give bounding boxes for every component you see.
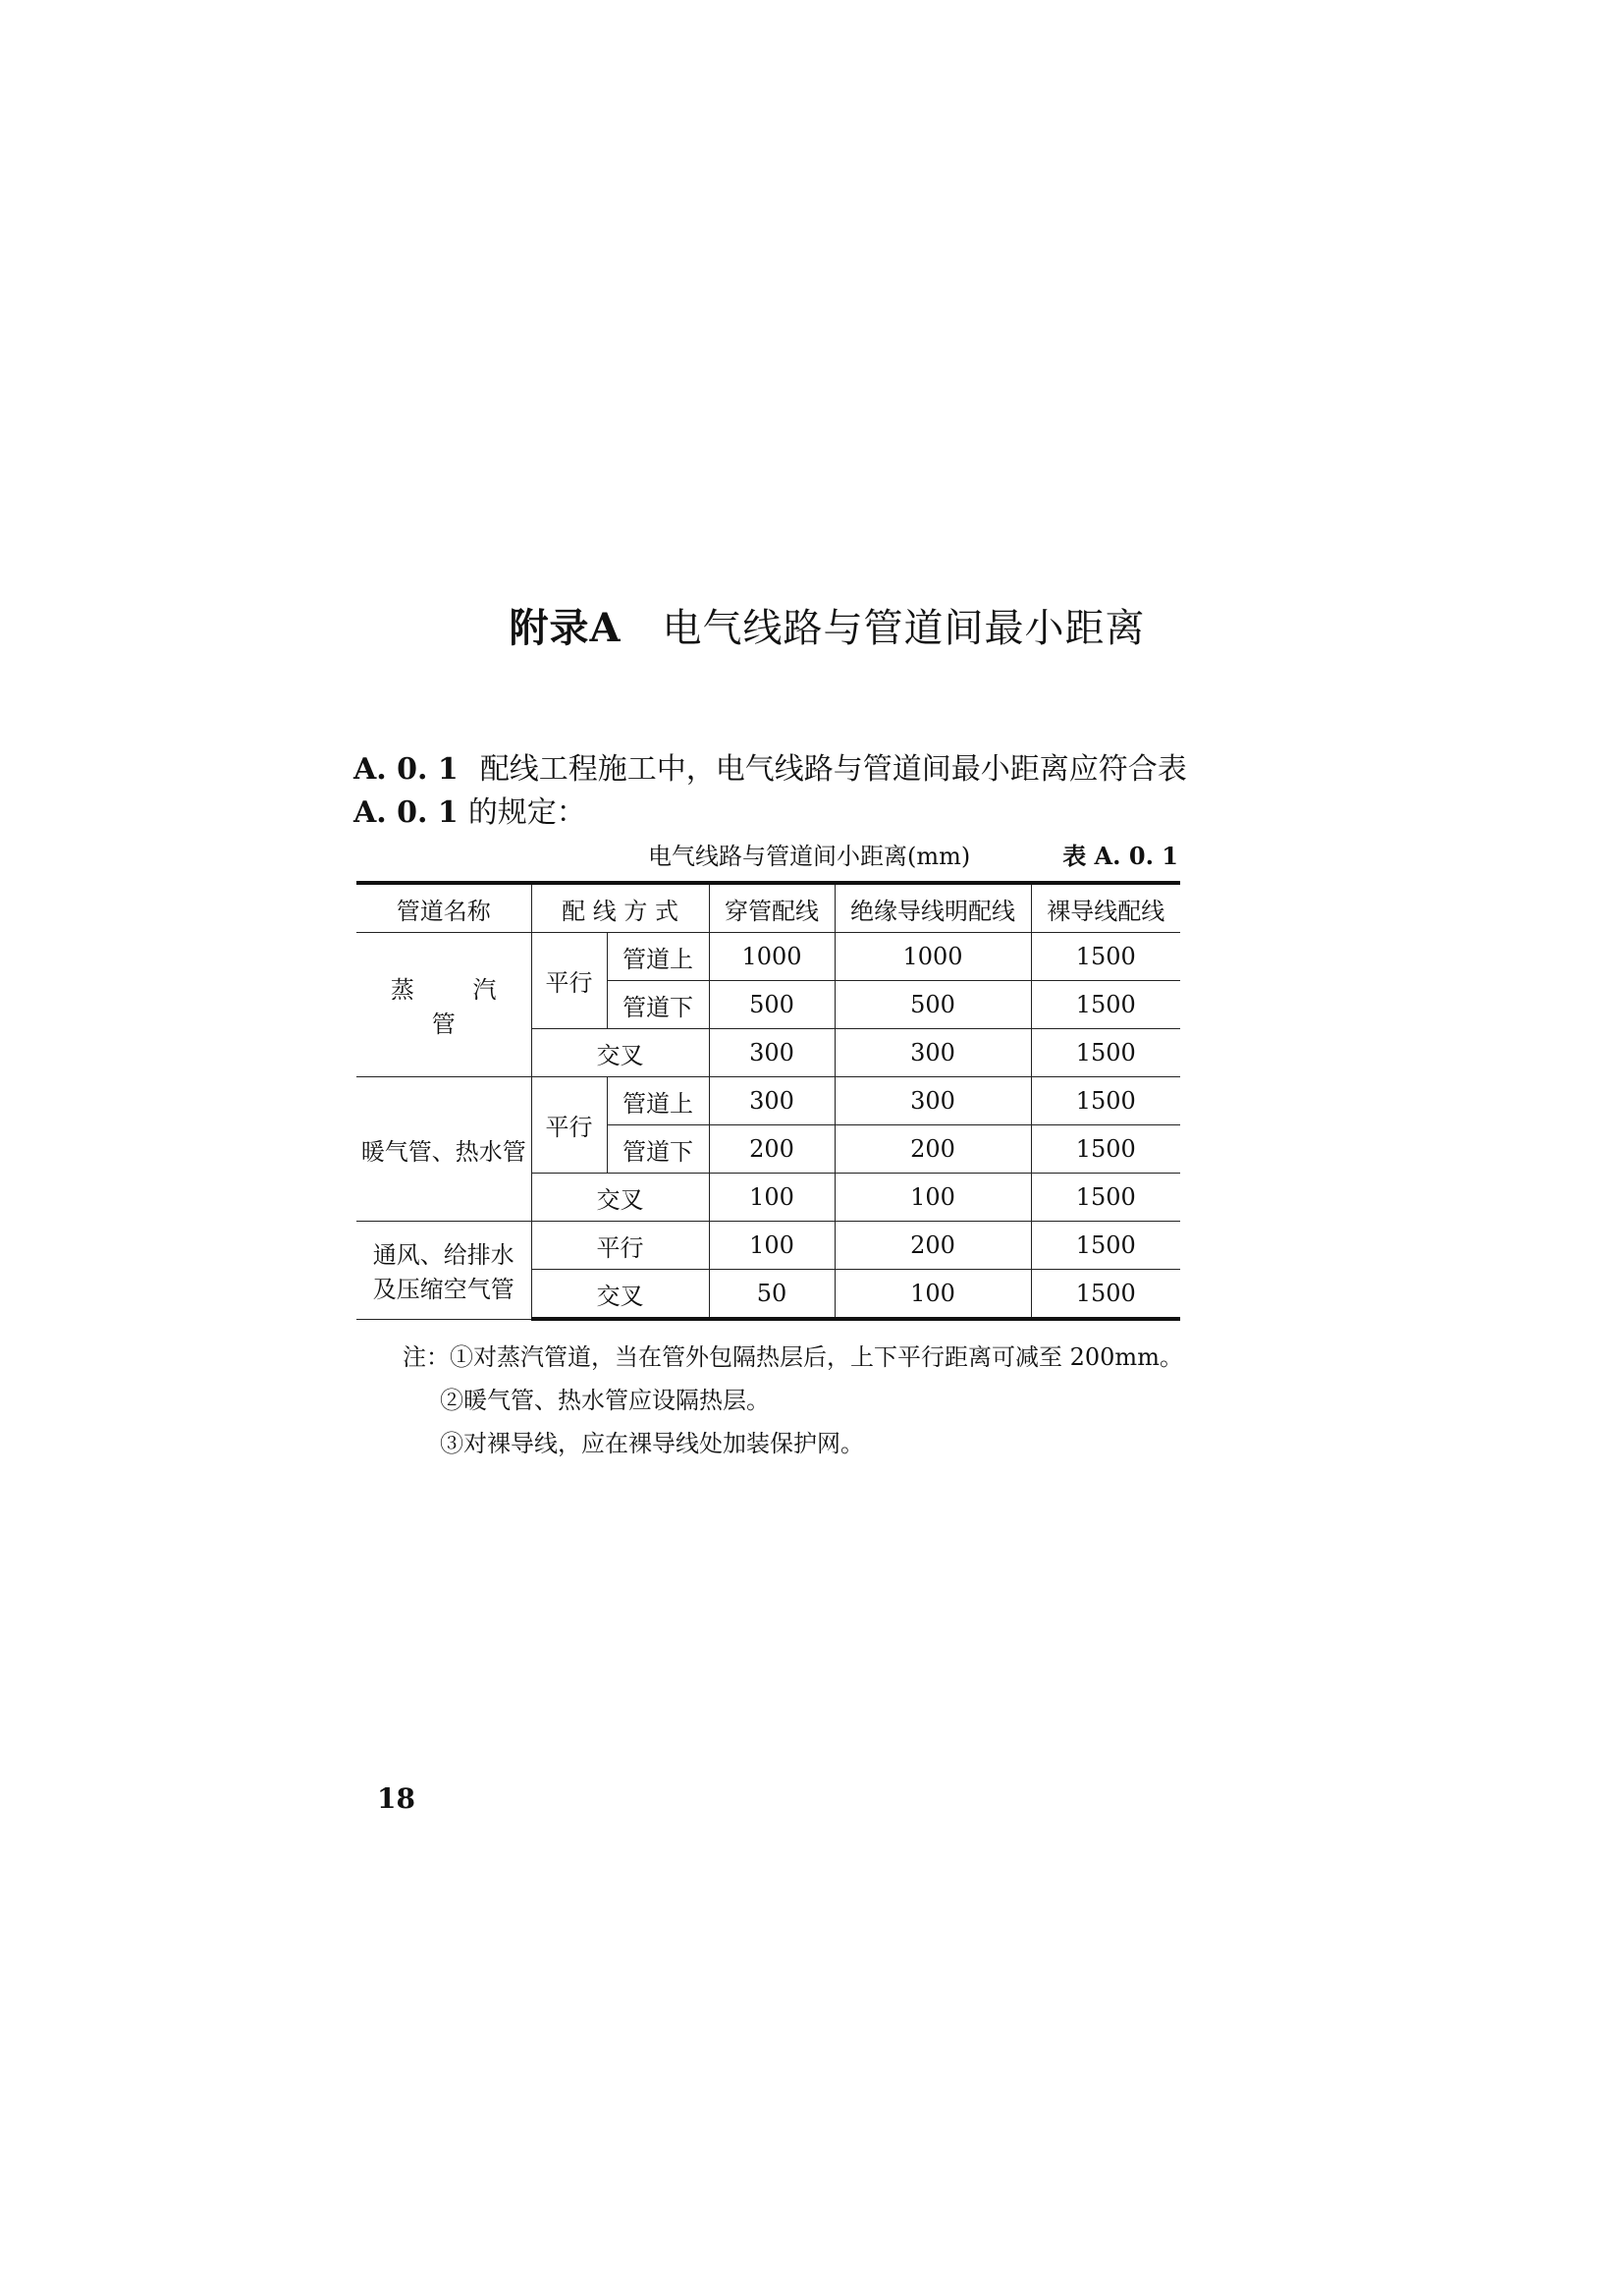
note-3: ③对裸导线，应在裸导线处加装保护网。 (440, 1430, 864, 1457)
cross-label: 交叉 (531, 1174, 709, 1222)
pipe-name-heating: 暖气管、热水管 (356, 1077, 531, 1222)
table-row (356, 1222, 1180, 1270)
table-cell: 1500 (1031, 1029, 1180, 1077)
table-cell: 50 (709, 1270, 835, 1320)
parallel-label: 平行 (531, 1077, 607, 1174)
table-header-row (356, 883, 1180, 933)
appendix-label: 附录A (509, 605, 622, 651)
clause-number: A. 0. 1 (353, 752, 459, 787)
pipe-name-line-2: 及压缩空气管 (372, 1276, 514, 1304)
parallel-label: 平行 (531, 933, 607, 1029)
parallel-label: 平行 (531, 1222, 709, 1270)
table-cell: 1500 (1031, 1270, 1180, 1320)
table-cell: 100 (709, 1174, 835, 1222)
table-cell: 100 (835, 1270, 1031, 1320)
table-cell: 100 (709, 1222, 835, 1270)
above-label: 管道上 (607, 1077, 709, 1125)
page-number: 18 (377, 1782, 415, 1815)
table-cell: 100 (835, 1174, 1031, 1222)
table-cell: 200 (709, 1125, 835, 1174)
table-cell: 1500 (1031, 1077, 1180, 1125)
table-cell: 1000 (835, 933, 1031, 981)
clause-text-1: 配线工程施工中，电气线路与管道间最小距离应符合表 (479, 752, 1187, 787)
table-row (356, 1077, 1180, 1125)
page-title (0, 597, 1623, 653)
table-cell: 1500 (1031, 1125, 1180, 1174)
clause-text-2: 的规定： (467, 795, 586, 830)
above-label: 管道上 (607, 933, 709, 981)
appendix-title: 电气线路与管道间最小距离 (662, 606, 1146, 651)
header-conduit-wiring: 穿管配线 (709, 883, 835, 933)
table-cell: 200 (835, 1125, 1031, 1174)
table-notes (403, 1336, 1183, 1465)
table-cell: 1000 (709, 933, 835, 981)
table-cell: 300 (709, 1077, 835, 1125)
cross-label: 交叉 (531, 1029, 709, 1077)
table-cell: 200 (835, 1222, 1031, 1270)
clause-line-1 (353, 748, 1198, 792)
table-cell: 1500 (1031, 1222, 1180, 1270)
table-number: 表 A. 0. 1 (1062, 842, 1178, 870)
header-wiring-method: 配 线 方 式 (531, 883, 709, 933)
clause-a01 (353, 748, 1198, 835)
table-caption (353, 837, 1178, 872)
table-cell: 300 (835, 1077, 1031, 1125)
table-title: 电气线路与管道间小距离(mm) (648, 843, 971, 870)
table-cell: 1500 (1031, 981, 1180, 1029)
pipe-name-ventilation (356, 1222, 531, 1320)
distance-table (356, 881, 1180, 1321)
header-pipe-name: 管道名称 (356, 883, 531, 933)
table-cell: 1500 (1031, 933, 1180, 981)
header-bare-wire: 裸导线配线 (1031, 883, 1180, 933)
table-cell: 300 (835, 1029, 1031, 1077)
below-label: 管道下 (607, 1125, 709, 1174)
table-cell: 500 (709, 981, 835, 1029)
note-1: 注：①对蒸汽管道，当在管外包隔热层后，上下平行距离可减至 200mm。 (403, 1343, 1183, 1371)
note-2: ②暖气管、热水管应设隔热层。 (440, 1387, 770, 1414)
table-cell: 500 (835, 981, 1031, 1029)
table-cell: 1500 (1031, 1174, 1180, 1222)
table-row (356, 933, 1180, 981)
header-insulated-exposed: 绝缘导线明配线 (835, 883, 1031, 933)
cross-label: 交叉 (531, 1270, 709, 1320)
table-cell: 300 (709, 1029, 835, 1077)
clause-ref-number: A. 0. 1 (353, 795, 459, 830)
below-label: 管道下 (607, 981, 709, 1029)
pipe-name-line-1: 通风、给排水 (372, 1241, 514, 1270)
clause-line-2 (353, 792, 1198, 835)
pipe-name-steam: 蒸 汽 管 (356, 933, 531, 1077)
